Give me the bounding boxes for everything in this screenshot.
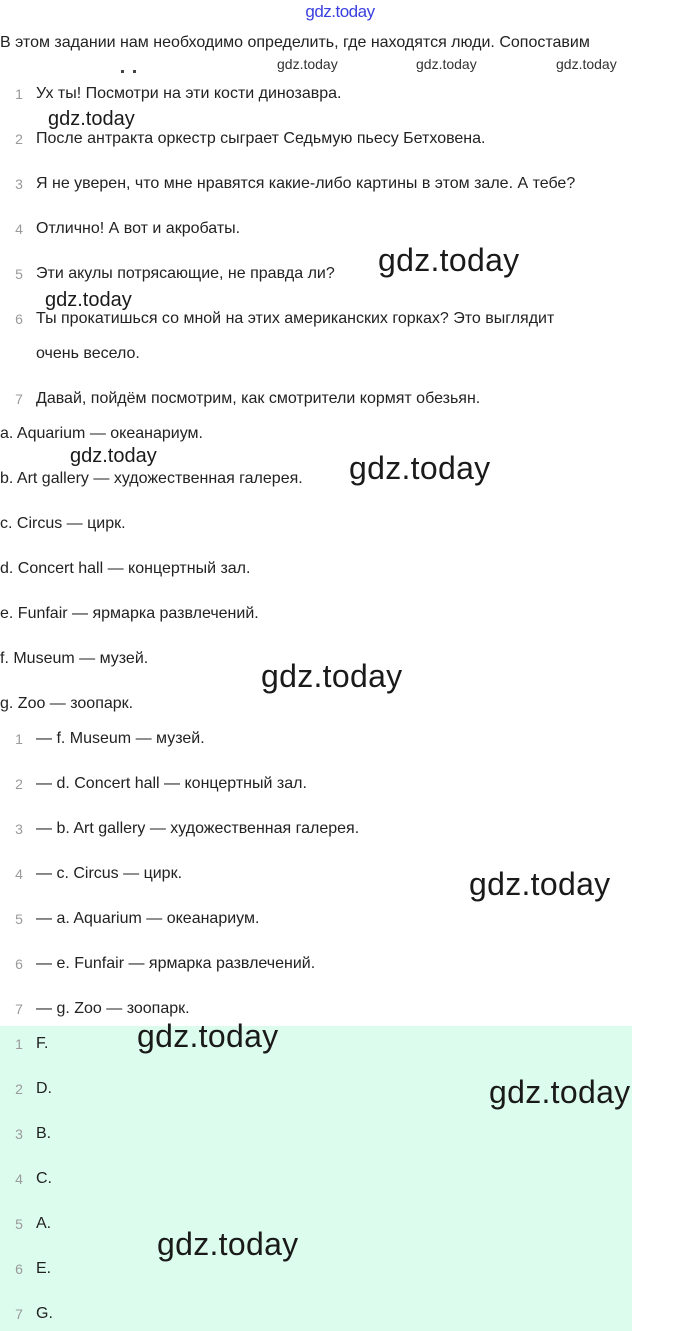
sentence-text: Давай, пойдём посмотрим, как смотрители кормят обезьян.: [36, 390, 481, 407]
sentence-text: После антракта оркестр сыграет Седьмую пьесу Бетховена.: [36, 130, 486, 147]
watermark: gdz.today: [261, 658, 403, 694]
sentence-text: Я не уверен, что мне нравятся какие-либо картины в этом зале. А тебе?: [36, 175, 576, 192]
watermark: gdz.today: [416, 56, 477, 72]
match-number: 1: [15, 731, 23, 747]
match-text: — d. Concert hall — концертный зал.: [36, 775, 307, 792]
watermark: gdz.today: [45, 289, 132, 311]
answer-text: D.: [36, 1080, 52, 1097]
place-item: b. Art gallery — художественная галерея.: [0, 470, 303, 487]
watermark: gdz.today: [157, 1226, 299, 1262]
sentence-text: очень весело.: [36, 345, 140, 362]
sentence-number: 2: [15, 131, 23, 147]
sentence-text: Отлично! А вот и акробаты.: [36, 220, 241, 237]
watermark-header[interactable]: gdz.today: [305, 2, 375, 21]
place-item: f. Museum — музей.: [0, 650, 149, 667]
match-number: 2: [15, 776, 23, 792]
place-item: g. Zoo — зоопарк.: [0, 695, 134, 712]
match-number: 5: [15, 911, 23, 927]
intro-cut-line: [0, 56, 680, 76]
answer-text: C.: [36, 1170, 52, 1187]
sentence-text: Ты прокатишься со мной на этих американских горках? Это выглядит: [36, 310, 555, 327]
watermark: gdz.today: [469, 866, 611, 902]
answer-text: E.: [36, 1260, 52, 1277]
answer-number: 5: [15, 1216, 23, 1232]
match-text: — c. Circus — цирк.: [36, 865, 183, 882]
match-number: 3: [15, 821, 23, 837]
answer-text: B.: [36, 1125, 52, 1142]
match-text: — b. Art gallery — художественная галерея.: [36, 820, 360, 837]
place-item: e. Funfair — ярмарка развлечений.: [0, 605, 259, 622]
watermark: gdz.today: [378, 242, 520, 278]
match-text: — f. Museum — музей.: [36, 730, 205, 747]
answer-number: 1: [15, 1036, 23, 1052]
answer-text: F.: [36, 1035, 49, 1052]
intro-text: В этом задании нам необходимо определить, где находятся люди. Сопоставим: [0, 34, 590, 51]
match-text: — g. Zoo — зоопарк.: [36, 1000, 190, 1017]
match-number: 6: [15, 956, 23, 972]
watermark: gdz.today: [70, 445, 157, 467]
sentence-number: 7: [15, 391, 23, 407]
place-item: a. Aquarium — океанариум.: [0, 425, 203, 442]
answer-text: G.: [36, 1305, 53, 1322]
answer-number: 7: [15, 1306, 23, 1322]
sentence-text: Ух ты! Посмотри на эти кости динозавра.: [36, 85, 342, 102]
sentence-number: 1: [15, 86, 23, 102]
place-item: c. Circus — цирк.: [0, 515, 126, 532]
answer-highlight: [0, 1026, 632, 1331]
watermark: gdz.today: [556, 56, 617, 72]
watermark: gdz.today: [489, 1074, 631, 1110]
watermark: gdz.today: [137, 1018, 279, 1054]
match-text: — e. Funfair — ярмарка развлечений.: [36, 955, 316, 972]
match-number: 4: [15, 866, 23, 882]
watermark: gdz.today: [277, 56, 338, 72]
answer-number: 4: [15, 1171, 23, 1187]
sentence-text: Эти акулы потрясающие, не правда ли?: [36, 265, 335, 282]
sentence-number: 5: [15, 266, 23, 282]
sentence-number: 3: [15, 176, 23, 192]
watermark: gdz.today: [48, 108, 135, 130]
watermark: gdz.today: [349, 450, 491, 486]
match-text: — a. Aquarium — океанариум.: [36, 910, 260, 927]
answer-number: 2: [15, 1081, 23, 1097]
answer-text: A.: [36, 1215, 52, 1232]
answer-number: 3: [15, 1126, 23, 1142]
place-item: d. Concert hall — концертный зал.: [0, 560, 251, 577]
match-number: 7: [15, 1001, 23, 1017]
sentence-number: 6: [15, 311, 23, 327]
sentence-number: 4: [15, 221, 23, 237]
answer-number: 6: [15, 1261, 23, 1277]
